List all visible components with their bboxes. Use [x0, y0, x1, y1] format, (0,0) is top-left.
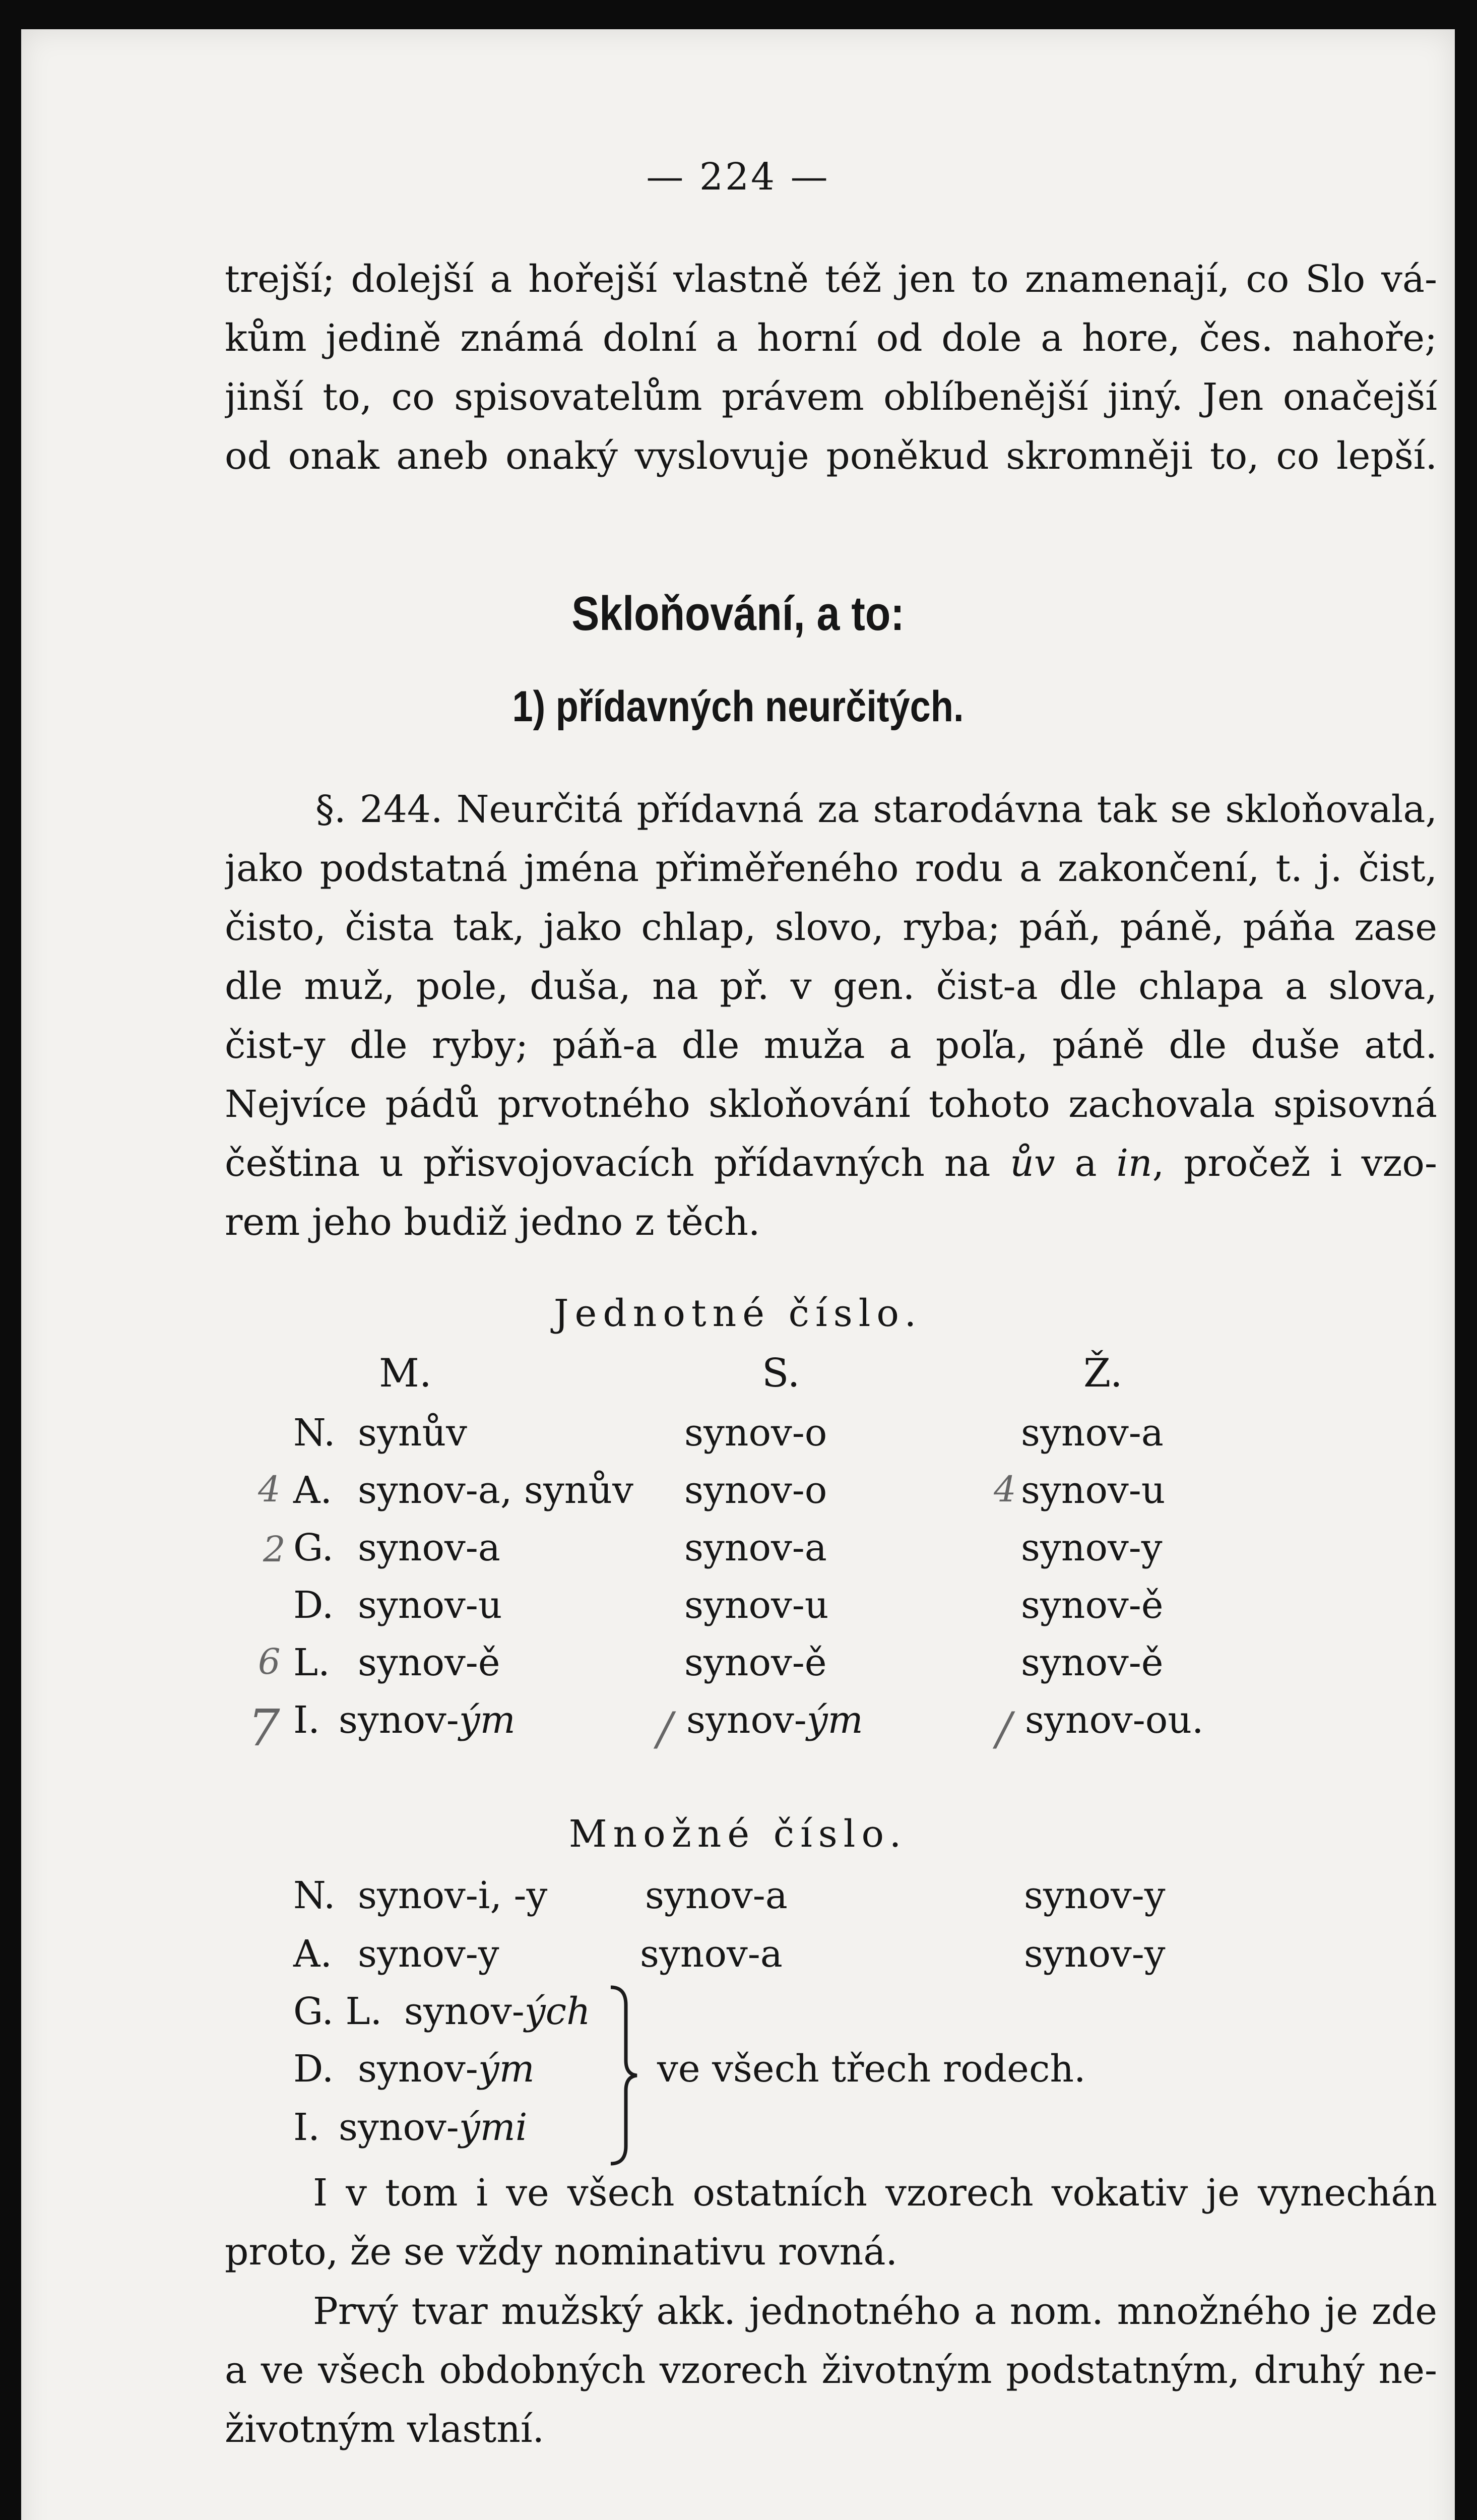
text-line: §. 244. Neurčitá přídavná za starodávna tak se skloňovala,: [315, 788, 1437, 831]
cell-masc: synov-u: [358, 1584, 502, 1627]
col-header-s: S.: [762, 1351, 800, 1396]
pencil-mark-icon: 4: [994, 1469, 1016, 1510]
cell-neut: synov-ým: [686, 1698, 863, 1742]
ending-in: in: [1116, 1142, 1152, 1185]
text-line: rem jeho budiž jedno z těch.: [225, 1201, 760, 1244]
case-label: G.: [293, 1526, 334, 1569]
case-label: N.: [293, 1874, 336, 1917]
text-line: životným vlastní.: [225, 2408, 545, 2451]
pencil-mark-icon: 6: [258, 1641, 281, 1682]
col-header-m: M.: [379, 1351, 432, 1396]
case-label: A.: [293, 1469, 332, 1512]
cell-masc: synov-a, synův: [358, 1469, 633, 1512]
cell-masc: synov-a: [358, 1526, 500, 1569]
case-label: N.: [293, 1411, 336, 1455]
cell-neut: synov-u: [684, 1584, 829, 1627]
case-label: I.: [293, 2106, 320, 2149]
text-line: trejší; dolejší a hořejší vlastně též jen to znamenají, co Slo vá-: [225, 258, 1437, 301]
cell-fem: synov-ě: [1021, 1641, 1164, 1684]
section-paragraph: [225, 780, 1437, 1252]
cell-fem: synov-ou.: [1025, 1698, 1204, 1742]
cell-neut: synov-o: [684, 1469, 827, 1512]
text-line: dle muž, pole, duša, na př. v gen. čist-a dle chlapa a slova,: [225, 965, 1437, 1008]
section-heading: Skloňování, a to:: [571, 587, 905, 641]
case-label: A.: [293, 1932, 332, 1976]
text-line: kům jedině známá dolní a horní od dole a hore, čes. nahoře;: [225, 317, 1437, 360]
col-header-z: Ž.: [1083, 1351, 1123, 1396]
case-label: I.: [293, 1698, 320, 1742]
cell-masc: synův: [358, 1411, 467, 1455]
cell-masc: synov-i, -y: [358, 1874, 548, 1917]
page-number: — 224 —: [646, 155, 830, 199]
cell-fem: synov-y: [1024, 1932, 1166, 1976]
curly-brace-icon: [606, 1985, 641, 2166]
cell-fem: synov-y: [1024, 1874, 1166, 1917]
text-line: jinší to, co spisovatelům právem oblíbenější jiný. Jen onačejší: [225, 375, 1437, 419]
text-line: čisto, čista tak, jako chlap, slovo, ryba; páň, páně, páňa zase: [225, 906, 1437, 949]
cell-neut: synov-ě: [684, 1641, 827, 1684]
pencil-mark-icon: 4: [258, 1469, 281, 1510]
cell-masc: synov-ě: [358, 1641, 500, 1684]
cell-neut: synov-a: [640, 1932, 783, 1976]
text-line: proto, že se vždy nominativu rovná.: [225, 2230, 897, 2274]
closing-paragraph-1: [225, 2164, 1437, 2282]
text-line: čeština u přisvojovacích přídavných na ův a in, pročež i vzo-: [225, 1142, 1437, 1185]
cell-fem: synov-a: [1021, 1411, 1164, 1455]
cell-neut: synov-a: [645, 1874, 788, 1917]
pencil-mark-icon: 7: [248, 1698, 280, 1757]
text-line: a ve všech obdobných vzorech životným podstatným, druhý ne-: [225, 2349, 1437, 2392]
case-label: G. L.: [293, 1990, 382, 2033]
cell-neut: synov-a: [684, 1526, 827, 1569]
pencil-mark-icon: /: [657, 1703, 673, 1755]
section-subheading: 1) přídavných neurčitých.: [512, 682, 964, 731]
intro-paragraph: [225, 250, 1437, 486]
book-page: [21, 29, 1455, 2520]
cell-common: synov-ým: [358, 2047, 535, 2091]
singular-title: Jednotné číslo.: [553, 1292, 923, 1335]
text-line: jako podstatná jména přiměřeného rodu a zakončení, t. j. čist,: [225, 847, 1437, 890]
text-line: čist-y dle ryby; páň-a dle muža a poľa, páně dle duše atd.: [225, 1024, 1437, 1067]
pencil-mark-icon: 2: [263, 1529, 286, 1570]
text-line: od onak aneb onaký vyslovuje poněkud skromněji to, co lepší.: [225, 434, 1437, 478]
common-note: ve všech třech rodech.: [657, 2047, 1086, 2091]
cell-masc: synov-ým: [339, 1698, 516, 1742]
cell-fem: synov-u: [1021, 1469, 1166, 1512]
cell-common: synov-ými: [339, 2106, 528, 2149]
case-label: L.: [293, 1641, 330, 1684]
cell-neut: synov-o: [684, 1411, 827, 1455]
cell-fem: synov-y: [1021, 1526, 1163, 1569]
pencil-mark-icon: /: [996, 1703, 1012, 1755]
cell-masc: synov-y: [358, 1932, 499, 1976]
closing-paragraph-2: [225, 2282, 1437, 2459]
ending-uv: ův: [1010, 1142, 1055, 1185]
text-line: Prvý tvar mužský akk. jednotného a nom. množného je zde: [313, 2290, 1437, 2333]
plural-title: Množné číslo.: [568, 1812, 908, 1856]
cell-common: synov-ých: [404, 1990, 591, 2033]
case-label: D.: [293, 1584, 334, 1627]
text-line: Nejvíce pádů prvotného skloňování tohoto zachovala spisovná: [225, 1083, 1437, 1126]
case-label: D.: [293, 2047, 334, 2091]
text-line: I v tom i ve všech ostatních vzorech vokativ je vynechán: [313, 2171, 1437, 2215]
cell-fem: synov-ě: [1021, 1584, 1164, 1627]
